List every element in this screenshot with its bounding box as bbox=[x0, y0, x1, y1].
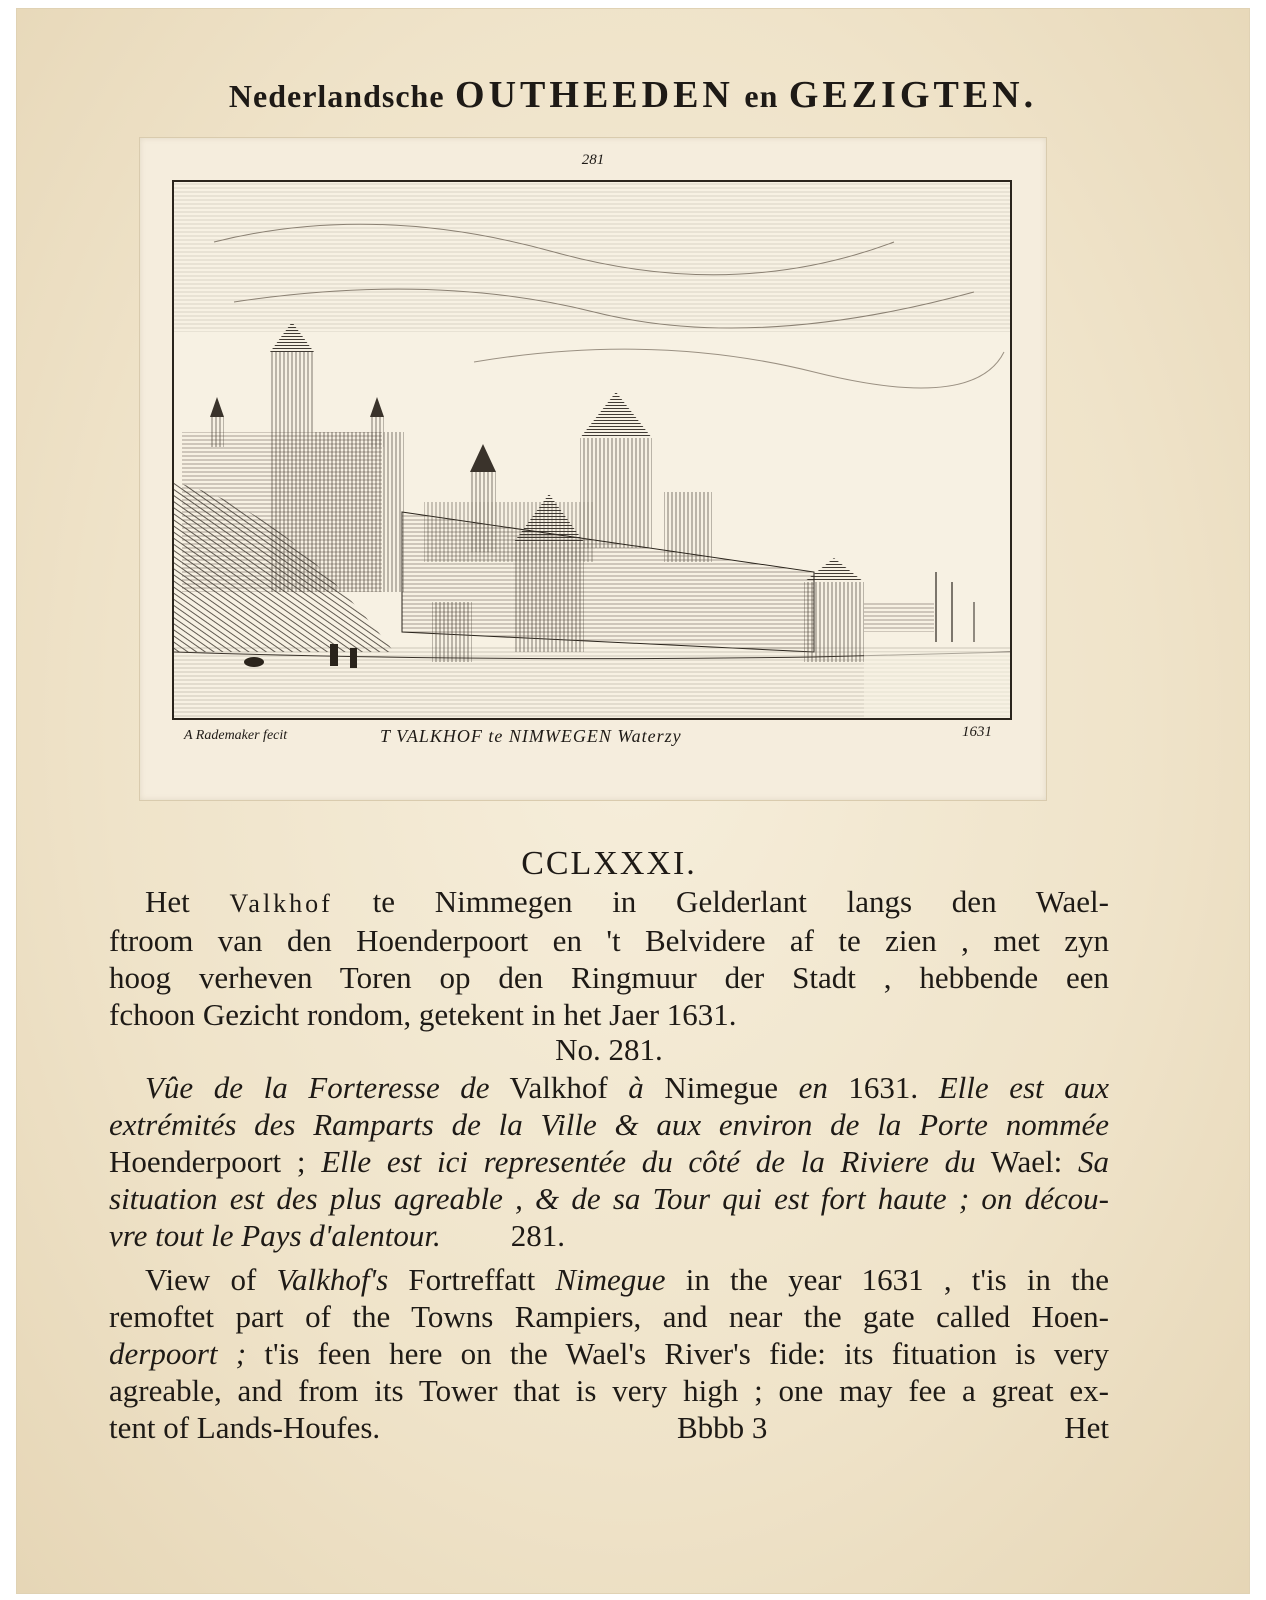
page-header bbox=[17, 73, 1249, 117]
plate-caption bbox=[380, 726, 682, 747]
english-paragraph bbox=[109, 1261, 1109, 1446]
english-line-3 bbox=[109, 1335, 1109, 1372]
engraving-image bbox=[172, 180, 1012, 720]
english-line-4: agreable, and from its Tower that is very high ; one may fee a great ex- bbox=[109, 1373, 1109, 1408]
french-line-1-c: à bbox=[628, 1070, 644, 1105]
engraving-plate bbox=[139, 137, 1047, 801]
dutch-line-1-b: Valkhof bbox=[229, 889, 333, 918]
french-line-2: extrémités des Ramparts de la Ville & aux environ de la Porte nommée bbox=[109, 1107, 1109, 1142]
artist-signature: A Rademaker fecit bbox=[184, 728, 288, 743]
french-line-3-d: Sa bbox=[1078, 1144, 1109, 1179]
french-line-1 bbox=[109, 1069, 1109, 1106]
french-line-5-a: vre tout le Pays d'alentour. bbox=[109, 1218, 441, 1253]
header-word-1: Nederlandsche bbox=[228, 78, 445, 114]
english-line-2: remoftet part of the Towns Rampiers, and near the gate called Hoen- bbox=[109, 1299, 1109, 1334]
french-line-1-e: en bbox=[798, 1070, 828, 1105]
plate-caption-side: Waterzy bbox=[617, 726, 682, 746]
plate-caption-title: T VALKHOF te NIMWEGEN bbox=[380, 726, 612, 746]
french-line-3-a: Hoenderpoort ; bbox=[109, 1144, 322, 1179]
entry-roman-numeral: CCLXXXI. bbox=[521, 845, 697, 882]
dutch-line-1-a: Het bbox=[145, 884, 230, 919]
french-line-3 bbox=[109, 1143, 1109, 1180]
dutch-paragraph bbox=[109, 883, 1109, 1033]
signature-mark: Bbbb 3 bbox=[676, 1410, 768, 1445]
english-line-5-a: tent of Lands-Houfes. bbox=[109, 1410, 381, 1445]
dutch-line-4: fchoon Gezicht rondom, getekent in het Jaer 1631. bbox=[109, 997, 737, 1032]
french-line-3-c: Wael: bbox=[975, 1144, 1078, 1179]
french-line-1-d: Nimegue bbox=[643, 1070, 799, 1105]
french-paragraph bbox=[109, 1069, 1109, 1254]
french-line-5-b: 281. bbox=[510, 1218, 566, 1253]
english-line-1-a: View of bbox=[145, 1262, 277, 1297]
page-sheet bbox=[16, 8, 1250, 1594]
dutch-line-3: hoog verheven Toren op den Ringmuur der Stadt , hebbende een bbox=[109, 960, 1109, 995]
dutch-line-1-c: te Nimmegen in Gelderlant langs den Wael- bbox=[332, 884, 1109, 919]
plate-number: 281 bbox=[581, 152, 605, 168]
english-line-1-d: Nimegue bbox=[555, 1262, 666, 1297]
french-line-1-f: 1631. bbox=[827, 1070, 939, 1105]
french-line-1-g: Elle est aux bbox=[938, 1070, 1109, 1105]
english-line-1-b: Valkhof's bbox=[276, 1262, 389, 1297]
header-word-2: OUTHEEDEN bbox=[455, 74, 734, 116]
english-line-1 bbox=[109, 1261, 1109, 1298]
french-line-1-a: Vûe de la Forteresse de bbox=[145, 1070, 490, 1105]
entry-number: No. 281. bbox=[555, 1032, 663, 1067]
valkhof-engraving-illustration bbox=[174, 182, 1010, 718]
english-line-3-a: derpoort ; bbox=[109, 1336, 247, 1371]
french-line-4: situation est des plus agreable , & de sa Tour qui est fort haute ; on décou- bbox=[109, 1181, 1109, 1216]
dutch-line-1 bbox=[109, 883, 1109, 922]
english-line-3-b: t'is feen here on the Wael's River's fide: its fituation is very bbox=[246, 1336, 1110, 1371]
header-word-3: en bbox=[744, 78, 779, 114]
english-line-1-e: in the year 1631 , t'is in the bbox=[665, 1262, 1109, 1297]
catchword: Het bbox=[1064, 1410, 1109, 1445]
english-line-5 bbox=[109, 1409, 1109, 1446]
french-line-5 bbox=[109, 1217, 1109, 1254]
french-line-3-b: Elle est ici representée du côté de la Riviere du bbox=[321, 1144, 976, 1179]
french-line-1-b: Valkhof bbox=[489, 1070, 629, 1105]
plate-year: 1631 bbox=[962, 724, 992, 740]
header-word-4: GEZIGTEN. bbox=[788, 74, 1038, 116]
english-line-1-c: Fortreffatt bbox=[388, 1262, 556, 1297]
dutch-line-2: ftroom van den Hoenderpoort en 't Belvidere af te zien , met zyn bbox=[109, 923, 1109, 958]
